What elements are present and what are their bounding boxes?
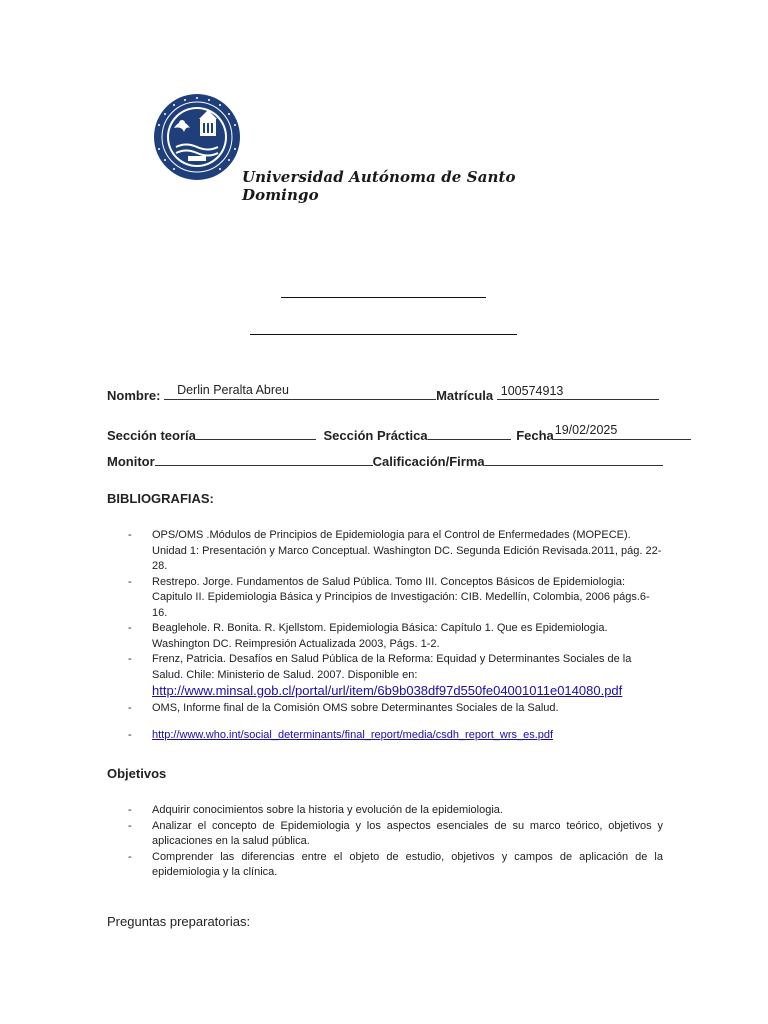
bibliography-item: - Frenz, Patricia. Desafíos en Salud Pública de la Reforma: Equidad y Determinantes Sociales de la Salud. Chile: Ministerio de Salud. 2007. Disponible en: http://www.minsal.gob.cl/portal/url/item/6b9b038df97d550fe04001011e014080.pdf [128, 653, 632, 698]
objetivos-list [107, 803, 663, 881]
monitor-field[interactable] [155, 452, 373, 466]
matricula-field[interactable] [497, 386, 659, 400]
monitor-calificacion-row [107, 452, 667, 469]
uasd-seal-icon [152, 92, 242, 182]
seccion-fecha-row [107, 423, 667, 443]
bibliografias-title: BIBLIOGRAFIAS: [107, 491, 214, 506]
seccion-practica-field[interactable] [428, 426, 511, 440]
nombre-field[interactable] [164, 383, 436, 400]
fecha-field[interactable] [554, 423, 691, 440]
bibliography-item: - Beaglehole. R. Bonita. R. Kjellstom. Epidemiologia Básica: Capítulo 1. Que es Epidemiologia. Washington DC. Reimpresión Actualizada 2003, Págs. 1-2. [128, 622, 608, 650]
fecha-value: 19/02/2025 [554, 423, 618, 437]
matricula-label: Matrícula [436, 388, 494, 403]
matricula-value: 100574913 [500, 384, 564, 398]
nombre-matricula-row [107, 383, 667, 403]
university-name: Universidad Autónoma de Santo Domingo [242, 168, 516, 204]
title-line-2 [250, 334, 517, 335]
seccion-practica-label: Sección Práctica [323, 428, 428, 443]
title-line-1 [281, 297, 486, 298]
bibliography-item: - Restrepo. Jorge. Fundamentos de Salud Pública. Tomo III. Conceptos Básicos de Epidemiologia: Capitulo II. Epidemiologia Básica y Principios de Investigación: CIB. Medellín, Colombia, 2006 págs.6-16. [128, 575, 650, 619]
bibliography-item: - OMS, Informe final de la Comisión OMS sobre Determinantes Sociales de la Salud. [128, 701, 559, 714]
seccion-teoria-field[interactable] [196, 426, 316, 440]
monitor-label: Monitor [107, 454, 155, 469]
bibliography-item: - OPS/OMS .Módulos de Principios de Epidemiologia para el Control de Enfermedades (MOPECE). Unidad 1: Presentación y Marco Conceptual. Washington DC. Segunda Edición Revisada.2011, pág. 22-28. [128, 529, 662, 572]
objective-item: - Analizar el concepto de Epidemiologia y los aspectos esenciales de su marco teórico, objetivos y aplicaciones en la salud pública. [128, 819, 663, 847]
objetivos-title: Objetivos [107, 766, 167, 781]
objective-item: - Adquirir conocimientos sobre la historia y evolución de la epidemiologia. [128, 804, 503, 816]
fecha-label: Fecha [516, 428, 554, 443]
seccion-teoria-label: Sección teoría [107, 428, 196, 443]
calificacion-field[interactable] [485, 452, 663, 466]
bibliography-item: - http://www.who.int/social_determinants/final_report/media/csdh_report_wrs_es.pdf [128, 729, 554, 741]
nombre-label: Nombre: [107, 388, 161, 403]
objective-item: - Comprender las diferencias entre el objeto de estudio, objetivos y campos de aplicación de la epidemiologia y la clínica. [128, 850, 663, 878]
preguntas-title: Preguntas preparatorias: [107, 914, 251, 929]
calificacion-label: Calificación/Firma [372, 454, 485, 469]
bibliografias-list [107, 528, 663, 744]
nombre-value: Derlin Peralta Abreu [177, 383, 289, 397]
who-link[interactable]: http://www.who.int/social_determinants/final_report/media/csdh_report_wrs_es.pdf [152, 729, 554, 741]
minsal-link[interactable]: http://www.minsal.gob.cl/portal/url/item/6b9b038df97d550fe04001011e014080.pdf [152, 683, 623, 698]
